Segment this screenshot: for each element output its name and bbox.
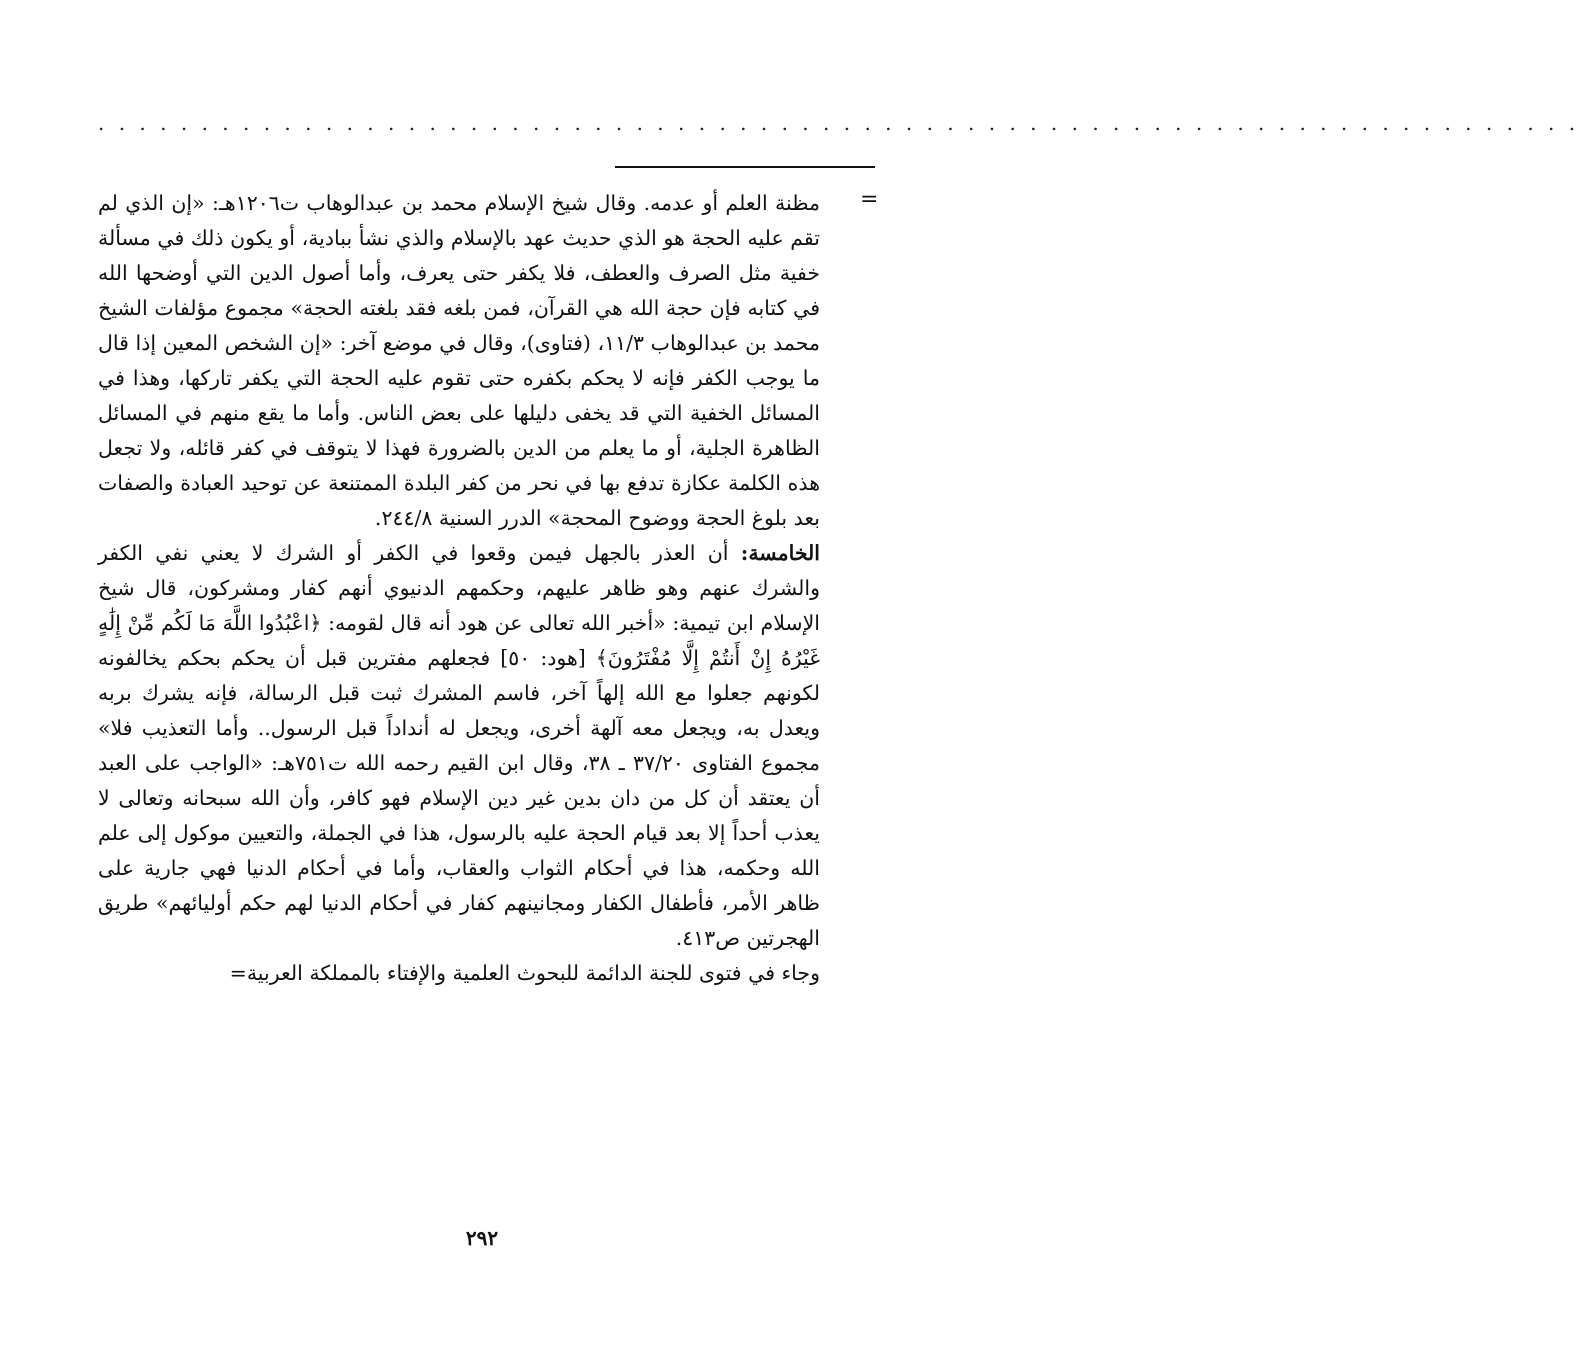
footnote-body [98, 186, 820, 991]
paragraph-2-text: أن العذر بالجهل فيمن وقعوا في الكفر أو الشرك لا يعني نفي الكفر والشرك عنهم وهو ظاهر عليهم، وحكمهم الدنيوي أنهم كفار ومشركون، قال شيخ الإسلام ابن تيمية: «أخبر الله تعالى عن هود أنه قال لقومه: ﴿اعْبُدُوا اللَّهَ مَا لَكُم مِّنْ إِلَٰهٍ غَيْرُهُ إِنْ أَنتُمْ إِلَّا مُفْتَرُونَ﴾ [هود: ٥٠] فجعلهم مفترين قبل أن يحكم بحكم يخالفونه لكونهم جعلوا مع الله إلهاً آخر، فاسم المشرك ثبت قبل الرسالة، فإنه يشرك بربه ويعدل به، ويجعل معه آلهة أخرى، ويجعل له أنداداً قبل الرسول.. وأما التعذيب فلا» مجموع الفتاوى ٣٧/٢٠ ـ ٣٨، وقال ابن القيم رحمه الله ت٧٥١هـ: «الواجب على العبد أن يعتقد أن كل من دان بدين غير دين الإسلام فهو كافر، وأن الله سبحانه وتعالى لا يعذب أحداً إلا بعد قيام الحجة عليه بالرسول، هذا في الجملة، والتعيين موكول إلى علم الله وحكمه، هذا في أحكام الثواب والعقاب، وأما في أحكام الدنيا فهي جارية على ظاهر الأمر، فأطفال الكفار ومجانينهم كفار في أحكام الدنيا لهم حكم أوليائهم» طريق الهجرتين ص٤١٣. [98, 541, 820, 950]
page-number: ٢٩٢ [465, 1226, 499, 1250]
footnote-rule [615, 166, 875, 168]
paragraph-label: الخامسة: [740, 541, 820, 565]
footnote-paragraph-3: وجاء في فتوى للجنة الدائمة للبحوث العلمية والإفتاء بالمملكة العربية= [229, 961, 820, 985]
dotted-separator: . . . . . . . . . . . . . . . . . . . . . . . . . . . . . . . . . . . . . . . . . . . . . . . . . . . . . . . . . . . . . . . . . . . . . . . . [98, 111, 1579, 135]
continuation-mark: = [860, 187, 879, 212]
footnote-paragraph-2 [98, 536, 820, 956]
footnote-paragraph-1: مظنة العلم أو عدمه. وقال شيخ الإسلام محمد بن عبدالوهاب ت١٢٠٦هـ: «إن الذي لم تقم عليه الحجة هو الذي حديث عهد بالإسلام والذي نشأ ببادية، أو يكون ذلك في مسألة خفية مثل الصرف والعطف، فلا يكفر حتى يعرف، وأما أصول الدين التي أوضحها الله في كتابه فإن حجة الله هي القرآن، فمن بلغه فقد بلغته الحجة» مجموع مؤلفات الشيخ محمد بن عبدالوهاب ١١/٣، (فتاوى)، وقال في موضع آخر: «إن الشخص المعين إذا قال ما يوجب الكفر فإنه لا يحكم بكفره حتى تقوم عليه الحجة التي يكفر تاركها، وهذا في المسائل الخفية التي قد يخفى دليلها على بعض الناس. وأما ما يقع منهم في المسائل الظاهرة الجلية، أو ما يعلم من الدين بالضرورة فهذا لا يتوقف في كفر قائله، ولا تجعل هذه الكلمة عكازة تدفع بها في نحر من كفر البلدة الممتنعة عن توحيد العبادة والصفات بعد بلوغ الحجة ووضوح المحجة» الدرر السنية ٢٤٤/٨. [98, 191, 821, 530]
